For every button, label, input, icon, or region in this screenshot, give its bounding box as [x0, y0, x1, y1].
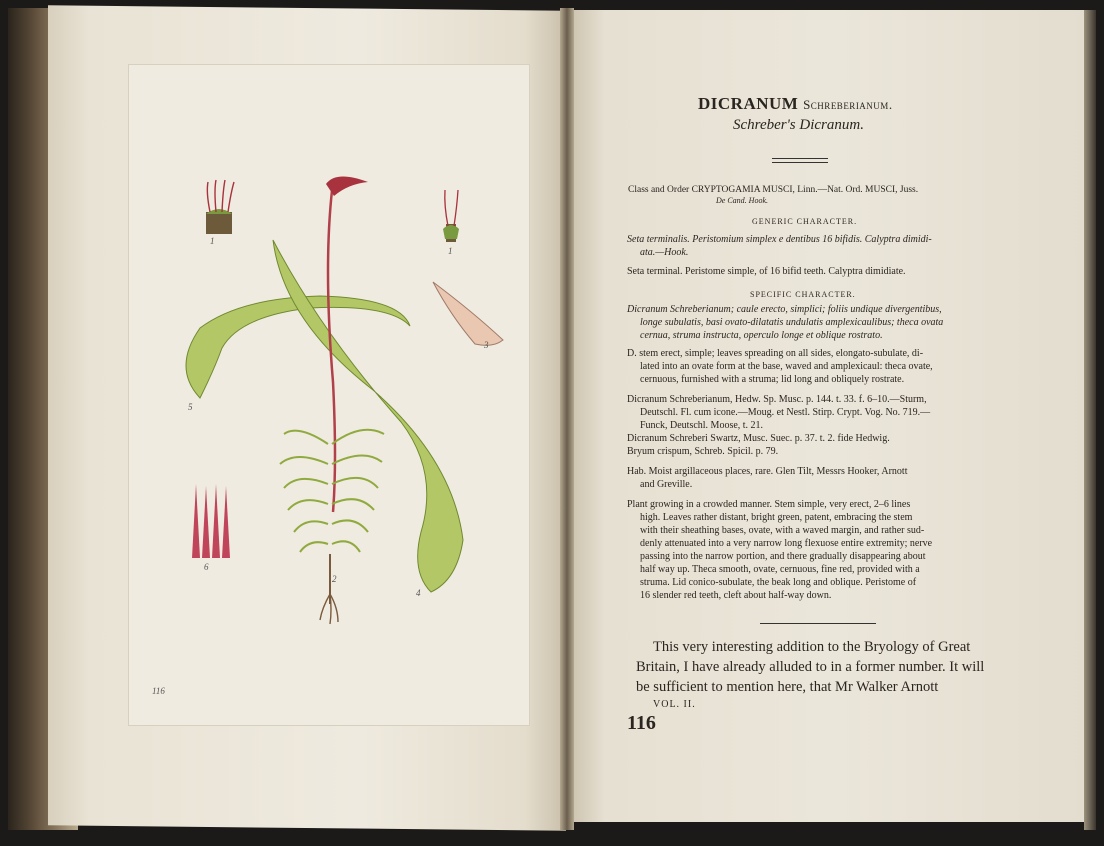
- figure-5-calyptra: [433, 282, 503, 345]
- figure-label: 5: [188, 402, 193, 412]
- page-number: 116: [627, 712, 656, 734]
- classification-line: Class and Order CRYPTOGAMIA MUSCI, Linn.—Nat. Ord. MUSCI, Juss.: [628, 185, 919, 195]
- specific-latin: cernua, struma instructa, operculo longe et oblique rostrato.: [640, 330, 883, 341]
- synonym-line: Dicranum Schreberianum, Hedw. Sp. Musc. p. 144. t. 33. f. 6–10.—Sturm,: [627, 394, 927, 405]
- synonym-line: Bryum crispum, Schreb. Spicil. p. 79.: [627, 446, 779, 457]
- generic-latin: ata.—Hook.: [640, 247, 689, 258]
- description-line: passing into the narrow portion, and there gradually disappearing about: [640, 551, 926, 562]
- book-right-edge: [1084, 10, 1096, 830]
- figure-label: 4: [416, 588, 421, 598]
- closing-line: Britain, I have already alluded to in a former number. It will: [636, 659, 985, 675]
- volume-signature: VOL. II.: [653, 699, 696, 710]
- plate-number: 116: [152, 686, 165, 696]
- synonym-line: Dicranum Schreberi Swartz, Musc. Suec. p. 37. t. 2. fide Hedwig.: [627, 433, 890, 444]
- section-rule: [760, 623, 876, 624]
- figure-label: 3: [484, 340, 489, 350]
- generic-english: Seta terminal. Peristome simple, of 16 bifid teeth. Calyptra dimidiate.: [627, 266, 906, 277]
- specific-latin: Dicranum Schreberianum; caule erecto, simplici; foliis undique divergentibus,: [627, 304, 942, 315]
- species-title: DICRANUM Schreberianum.: [698, 94, 893, 113]
- generic-latin: Seta terminalis. Peristomium simplex e dentibus 16 bifidis. Calyptra dimidi-: [627, 234, 932, 245]
- figure-1-tuft-right: [443, 190, 459, 242]
- specific-english: D. stem erect, simple; leaves spreading on all sides, elongato-subulate, di-: [627, 348, 924, 359]
- figure-label: 1: [448, 246, 453, 256]
- description-line: with their sheathing bases, ovate, with a waved margin, and rather sud-: [640, 525, 925, 536]
- book-gutter: [560, 8, 574, 830]
- figure-label: 1: [210, 236, 215, 246]
- figure-2-plant: [280, 176, 384, 624]
- species-subtitle: Schreber's Dicranum.: [733, 117, 864, 133]
- habitat-line: Hab. Moist argillaceous places, rare. Glen Tilt, Messrs Hooker, Arnott: [627, 466, 908, 477]
- synonym-line: Funck, Deutschl. Moose, t. 21.: [640, 420, 764, 431]
- specific-latin: longe subulatis, basi ovato-dilatatis undulatis amplexicaulibus; theca ovata: [640, 317, 944, 328]
- figure-3-leaf: [186, 296, 410, 398]
- closing-line: be sufficient to mention here, that Mr Walker Arnott: [636, 679, 939, 695]
- description-line: high. Leaves rather distant, bright green, patent, embracing the stem: [640, 512, 913, 523]
- specific-english: lated into an ovate form at the base, waved and amplexicaul: theca ovate,: [640, 361, 933, 372]
- classification-line: De Cand. Hook.: [716, 196, 768, 205]
- moss-illustration: [128, 64, 528, 724]
- figure-label: 2: [332, 574, 337, 584]
- closing-line: This very interesting addition to the Bryology of Great: [653, 639, 971, 655]
- title-rule: [772, 158, 828, 163]
- figure-label: 6: [204, 562, 209, 572]
- specific-english: cernuous, furnished with a struma; lid long and obliquely rostrate.: [640, 374, 905, 385]
- specific-heading: SPECIFIC CHARACTER.: [750, 290, 856, 299]
- figure-4-leaf: [273, 240, 463, 592]
- synonym-line: Deutschl. Fl. cum icone.—Moug. et Nestl. Stirp. Crypt. Vog. No. 719.—: [640, 407, 931, 418]
- description-line: half way up. Theca smooth, ovate, cernuous, fine red, provided with a: [640, 564, 920, 575]
- description-line: struma. Lid conico-subulate, the beak long and oblique. Peristome of: [640, 577, 917, 588]
- description-line: 16 slender red teeth, cleft about half-way down.: [640, 590, 832, 601]
- figure-6-peristome: [192, 484, 230, 558]
- habitat-line: and Greville.: [640, 479, 693, 490]
- generic-heading: GENERIC CHARACTER.: [752, 217, 858, 226]
- figure-1-tuft-left: [206, 180, 234, 234]
- description-line: Plant growing in a crowded manner. Stem simple, very erect, 2–6 lines: [627, 499, 911, 510]
- description-line: denly attenuated into a very narrow long flexuose entire extremity; nerve: [640, 538, 933, 549]
